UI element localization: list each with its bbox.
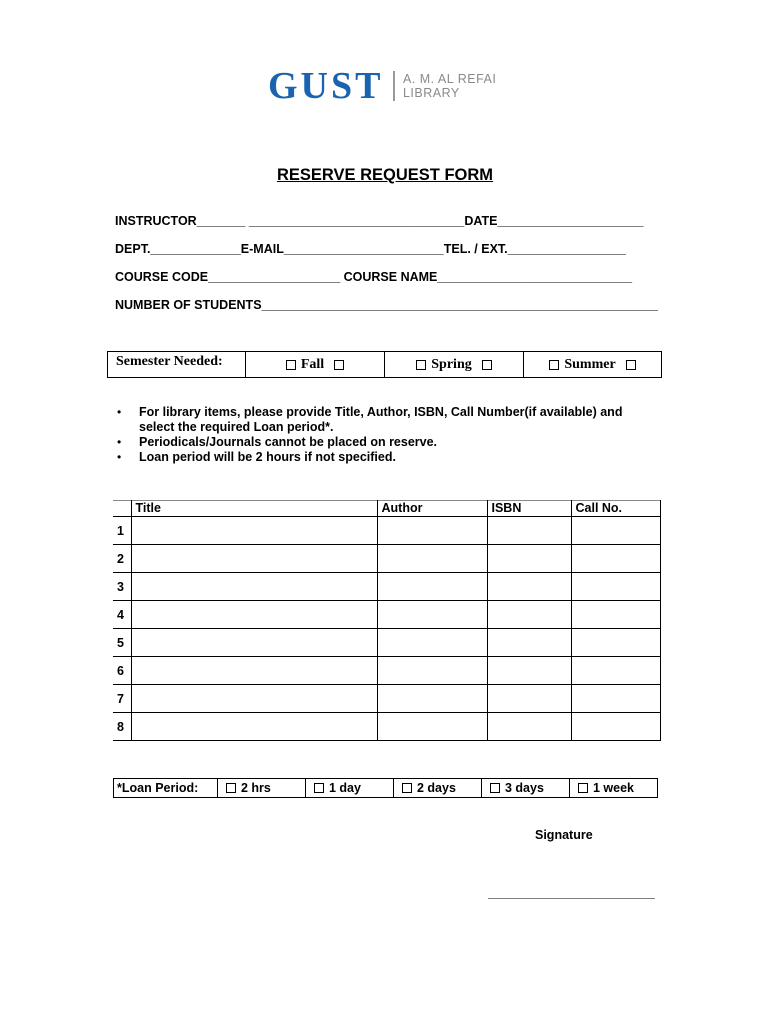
author-cell[interactable]	[377, 517, 487, 545]
table-row	[113, 657, 661, 685]
checkbox-icon[interactable]	[482, 360, 492, 370]
isbn-cell[interactable]	[487, 601, 571, 629]
author-cell[interactable]	[377, 545, 487, 573]
loan-period-table	[113, 778, 658, 798]
checkbox-icon[interactable]	[578, 783, 588, 793]
checkbox-icon[interactable]	[226, 783, 236, 793]
row-number: 4	[113, 601, 131, 629]
table-row	[113, 601, 661, 629]
table-row	[113, 629, 661, 657]
semester-summer-option[interactable]	[524, 352, 661, 377]
table-row	[113, 517, 661, 545]
bullet-icon: •	[117, 435, 122, 449]
title-cell[interactable]	[131, 601, 377, 629]
note-library-items-line2: select the required Loan period*.	[139, 420, 334, 434]
loan-option-label: 1 day	[329, 781, 361, 795]
title-cell[interactable]	[131, 573, 377, 601]
author-cell[interactable]	[377, 629, 487, 657]
row-number: 1	[113, 517, 131, 545]
row-number: 6	[113, 657, 131, 685]
call-no-cell[interactable]	[571, 601, 661, 629]
table-row	[113, 713, 661, 741]
checkbox-icon[interactable]	[314, 783, 324, 793]
row-number: 2	[113, 545, 131, 573]
signature-line[interactable]: ________________________	[488, 886, 655, 900]
isbn-cell[interactable]	[487, 517, 571, 545]
semester-summer-label: Summer	[564, 356, 616, 372]
table-row	[113, 545, 661, 573]
title-cell[interactable]	[131, 657, 377, 685]
note-loan-default: Loan period will be 2 hours if not specified.	[139, 450, 396, 464]
table-row	[113, 685, 661, 713]
semester-table	[107, 351, 662, 378]
isbn-cell[interactable]	[487, 657, 571, 685]
table-row	[113, 573, 661, 601]
checkbox-icon[interactable]	[549, 360, 559, 370]
row-number: 3	[113, 573, 131, 601]
loan-option-label: 2 days	[417, 781, 456, 795]
loan-option-2-hrs[interactable]	[218, 779, 306, 797]
isbn-cell[interactable]	[487, 685, 571, 713]
author-cell[interactable]	[377, 685, 487, 713]
header-isbn: ISBN	[487, 501, 571, 517]
isbn-cell[interactable]	[487, 713, 571, 741]
title-cell[interactable]	[131, 629, 377, 657]
author-cell[interactable]	[377, 601, 487, 629]
header-author: Author	[377, 501, 487, 517]
title-cell[interactable]	[131, 685, 377, 713]
loan-option-2-days[interactable]	[394, 779, 482, 797]
call-no-cell[interactable]	[571, 713, 661, 741]
course-code-name-field[interactable]: COURSE CODE___________________ COURSE NAME____________________________	[115, 270, 633, 284]
header-title: Title	[131, 501, 377, 517]
checkbox-icon[interactable]	[334, 360, 344, 370]
row-number: 5	[113, 629, 131, 657]
bullet-icon: •	[117, 450, 122, 464]
bullet-icon: •	[117, 405, 122, 419]
loan-option-3-days[interactable]	[482, 779, 570, 797]
instructor-date-field[interactable]: INSTRUCTOR_______ _______________________________DATE_____________________	[115, 214, 644, 228]
author-cell[interactable]	[377, 573, 487, 601]
row-number: 8	[113, 713, 131, 741]
checkbox-icon[interactable]	[416, 360, 426, 370]
call-no-cell[interactable]	[571, 573, 661, 601]
author-cell[interactable]	[377, 657, 487, 685]
isbn-cell[interactable]	[487, 629, 571, 657]
number-of-students-field[interactable]: NUMBER OF STUDENTS_________________________________________________________	[115, 298, 658, 312]
loan-option-label: 2 hrs	[241, 781, 271, 795]
library-logo	[268, 65, 497, 107]
header-call-no: Call No.	[571, 501, 661, 517]
checkbox-icon[interactable]	[402, 783, 412, 793]
call-no-cell[interactable]	[571, 517, 661, 545]
signature-label: Signature	[535, 828, 593, 842]
semester-label-cell	[108, 352, 246, 377]
loan-option-1-day[interactable]	[306, 779, 394, 797]
header-number-cell	[113, 501, 131, 517]
semester-fall-label: Fall	[300, 356, 325, 372]
loan-option-label: 3 days	[505, 781, 544, 795]
semester-spring-label: Spring	[431, 356, 472, 372]
dept-email-tel-field[interactable]: DEPT._____________E-MAIL_______________________TEL. / EXT._________________	[115, 242, 626, 256]
call-no-cell[interactable]	[571, 685, 661, 713]
logo-line-1: A. M. AL REFAI	[402, 72, 497, 86]
note-periodicals: Periodicals/Journals cannot be placed on reserve.	[139, 435, 438, 449]
logo-divider	[393, 71, 395, 101]
logo-wordmark: GUST	[268, 65, 384, 107]
semester-spring-option[interactable]	[385, 352, 524, 377]
semester-label: Semester Needed:	[116, 353, 223, 369]
table-header-row	[113, 501, 661, 517]
isbn-cell[interactable]	[487, 545, 571, 573]
call-no-cell[interactable]	[571, 629, 661, 657]
logo-subtitle	[403, 72, 496, 100]
items-table	[113, 500, 661, 741]
form-title: RESERVE REQUEST FORM	[276, 166, 494, 184]
logo-line-2: LIBRARY	[402, 86, 460, 100]
checkbox-icon[interactable]	[490, 783, 500, 793]
isbn-cell[interactable]	[487, 573, 571, 601]
loan-option-label: 1 week	[593, 781, 635, 795]
checkbox-icon[interactable]	[626, 360, 636, 370]
loan-option-1-week[interactable]	[570, 779, 657, 797]
title-cell[interactable]	[131, 713, 377, 741]
call-no-cell[interactable]	[571, 657, 661, 685]
loan-period-label: *Loan Period:	[114, 779, 218, 797]
row-number: 7	[113, 685, 131, 713]
title-cell[interactable]	[131, 545, 377, 573]
author-cell[interactable]	[377, 713, 487, 741]
title-cell[interactable]	[131, 517, 377, 545]
note-library-items-line1: For library items, please provide Title, Author, ISBN, Call Number(if available) and	[139, 405, 623, 419]
checkbox-icon[interactable]	[286, 360, 296, 370]
call-no-cell[interactable]	[571, 545, 661, 573]
semester-fall-option[interactable]	[246, 352, 385, 377]
